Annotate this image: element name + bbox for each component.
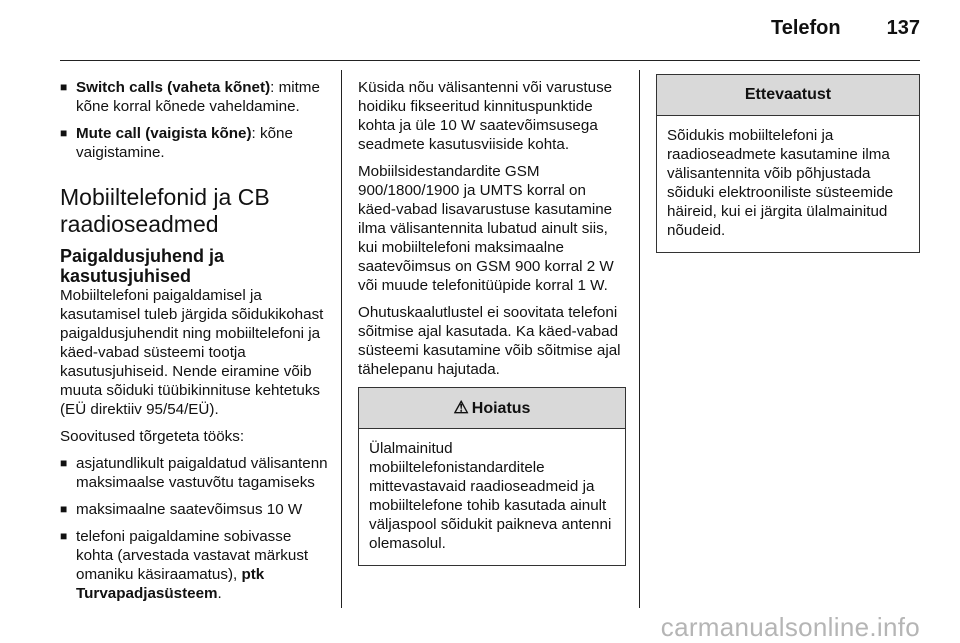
caution-header: Ettevaatust	[657, 75, 919, 116]
page-header	[771, 17, 920, 40]
list-item: ■ maksimaalne saatevõimsus 10 W	[60, 500, 332, 519]
column-divider-2	[639, 70, 640, 608]
warning-body: Ülalmainitud mobiiltelefonistandarditele mittevastavaid raadioseadmeid ja mobiiltelefone tohib kasutada ainult väljaspool sõidukit paikneva antenni olemasolul.	[369, 440, 612, 552]
paragraph: Mobiiltelefoni paigaldamisel ja kasutamisel tuleb järgida sõidukikohast paigaldusjuhendit ning mobiiltelefoni ja käed-vabad süsteemi tootja kasutusjuhiseid. Nende eiramine võib muuta sõiduki tüübikinnituse kehtetuks (EÜ direktiiv 95/54/EÜ).	[60, 287, 324, 418]
column-right	[656, 74, 920, 253]
list-item-end: .	[217, 585, 222, 602]
header-rule	[60, 60, 920, 61]
subsection-heading: Paigaldusjuhend ja kasutusjuhised	[60, 246, 225, 286]
caution-box	[656, 74, 920, 253]
bullet-term: Mute call (vaigista kõne)	[76, 125, 252, 142]
cross-reference: ptk Turvapadjasüsteem	[76, 566, 265, 602]
list-item-mute-call	[60, 124, 332, 162]
column-left	[60, 78, 332, 611]
column-divider-1	[341, 70, 342, 608]
paragraph: Ohutuskaalutlustel ei soovitata telefoni sõitmise ajal kasutada. Ka käed-vabad süsteemi kasutamine võib sõitmise ajal tähelepanu hajutada.	[358, 304, 621, 378]
list-item: ■ asjatundlikult paigaldatud välisantenn maksimaalse vastuvõtu tagamiseks	[60, 454, 332, 492]
warning-triangle-icon: ⚠	[453, 398, 469, 417]
section-heading: Mobiiltelefonid ja CB raadioseadmed	[60, 184, 270, 237]
list-item-text: telefoni paigaldamine sobivasse kohta (arvestada vastavat märkust omaniku käsiraamatus),	[76, 528, 309, 583]
bullet-text: : mitme kõne korral kõnede vaheldamine.	[76, 79, 320, 115]
page-title: Telefon	[770, 17, 841, 39]
bullet-text: : kõne vaigistamine.	[76, 125, 293, 161]
paragraph: Küsida nõu välisantenni või varustuse hoidiku fikseeritud kinnituspunktide kohta ja üle 10 W saatevõimsusega seadmete kasutusviiside kohta.	[358, 79, 613, 153]
warning-title: Hoiatus	[471, 400, 531, 417]
caution-body: Sõidukis mobiiltelefoni ja raadioseadmete kasutamine ilma välisantennita võib põhjustada sõiduki elektrooniliste süsteemide häireid, kui ei järgita ülalmainitud nõudeid.	[667, 127, 894, 239]
warning-box	[358, 387, 626, 566]
watermark: carmanualsonline.info	[660, 612, 920, 642]
list-item	[60, 527, 332, 603]
column-middle	[358, 78, 626, 566]
paragraph: Soovitused tõrgeteta tööks:	[60, 428, 245, 445]
bullet-term: Switch calls (vaheta kõnet)	[76, 79, 271, 96]
page-number: 137	[886, 17, 920, 39]
paragraph: Mobiilsidestandardite GSM 900/1800/1900 ja UMTS korral on käed-vabad lisavarustuse kasutamine ilma välisantennita lubatud ainult siis, kui mobiiltelefoni maksimaalne saatevõimsus on GSM 900 korral 2 W või muude telefonitüüpide korral 1 W.	[358, 163, 614, 294]
warning-header	[359, 388, 625, 429]
list-item-switch-calls	[60, 78, 332, 116]
